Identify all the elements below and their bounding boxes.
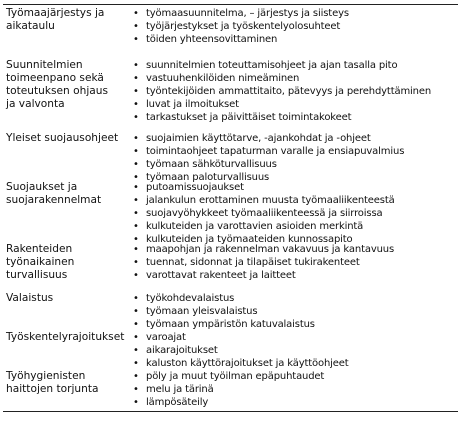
list-item: • melu ja tärinä: [133, 383, 458, 396]
section-items: [133, 292, 458, 331]
list-item: • työjärjestykset ja työskentelyolosuhteet: [133, 20, 458, 33]
list-item: • suojavyöhykkeet työmaaliikenteessä ja siirroissa: [133, 207, 458, 220]
list-item: • pöly ja muut työilman epäpuhtaudet: [133, 370, 458, 383]
list-item: • työmaan sähköturvallisuus: [133, 158, 458, 171]
section-label: Työmaajärjestys ja aikataulu: [6, 7, 105, 32]
section-items: [133, 7, 458, 46]
section-label: Suojaukset ja suojarakennelmat: [6, 181, 102, 206]
section-label: Rakenteiden työnaikainen turvallisuus: [6, 243, 75, 281]
section-label: Työhygienisten haittojen torjunta: [6, 370, 99, 395]
list-item: • työmaan yleisvalaistus: [133, 305, 458, 318]
list-item: • työmaasuunnitelma, – järjestys ja siisteys: [133, 7, 458, 20]
section-items: [133, 243, 458, 282]
list-item: • kaluston käyttörajoitukset ja käyttöohjeet: [133, 357, 458, 370]
section-items: [133, 181, 458, 246]
list-item: • työmaan ympäristön katuvalaistus: [133, 318, 458, 331]
list-item: • suunnitelmien toteuttamisohjeet ja ajan tasalla pito: [133, 59, 458, 72]
list-item: • kulkuteiden ja varottavien asioiden merkintä: [133, 220, 458, 233]
list-item: • varoajat: [133, 331, 458, 344]
list-item: • työmaan paloturvallisuus: [133, 171, 458, 184]
section-items: [133, 331, 458, 370]
section-items: [133, 59, 458, 124]
list-item: • toimintaohjeet tapaturman varalle ja ensiapuvalmius: [133, 145, 458, 158]
top-rule: [3, 4, 458, 5]
list-item: • varottavat rakenteet ja laitteet: [133, 269, 458, 282]
list-item: • luvat ja ilmoitukset: [133, 98, 458, 111]
list-item: • työntekijöiden ammattitaito, pätevyys ja perehdyttäminen: [133, 85, 458, 98]
list-item: • lämpösäteily: [133, 396, 458, 409]
list-item: • kulkuteiden ja työmaateiden kunnossapito: [133, 233, 458, 246]
list-item: • suojaimien käyttötarve, -ajankohdat ja -ohjeet: [133, 132, 458, 145]
list-item: • putoamissuojaukset: [133, 181, 458, 194]
section-label: Valaistus: [6, 292, 54, 304]
list-item: • vastuuhenkilöiden nimeäminen: [133, 72, 458, 85]
section-label: Yleiset suojausohjeet: [6, 132, 119, 144]
list-item: • työkohdevalaistus: [133, 292, 458, 305]
section-items: [133, 132, 458, 184]
list-item: • tarkastukset ja päivittäiset toimintakokeet: [133, 111, 458, 124]
list-item: • jalankulun erottaminen muusta työmaaliikenteestä: [133, 194, 458, 207]
bottom-rule: [3, 411, 458, 412]
list-item: • aikarajoitukset: [133, 344, 458, 357]
section-label: Suunnitelmien toimeenpano sekä toteutuksen ohjaus ja valvonta: [6, 59, 109, 110]
list-item: • tuennat, sidonnat ja tilapäiset tukirakenteet: [133, 256, 458, 269]
section-items: [133, 370, 458, 409]
list-item: • töiden yhteensovittaminen: [133, 33, 458, 46]
section-label: Työskentelyrajoitukset: [6, 331, 125, 343]
list-item: • maapohjan ja rakennelman vakavuus ja kantavuus: [133, 243, 458, 256]
